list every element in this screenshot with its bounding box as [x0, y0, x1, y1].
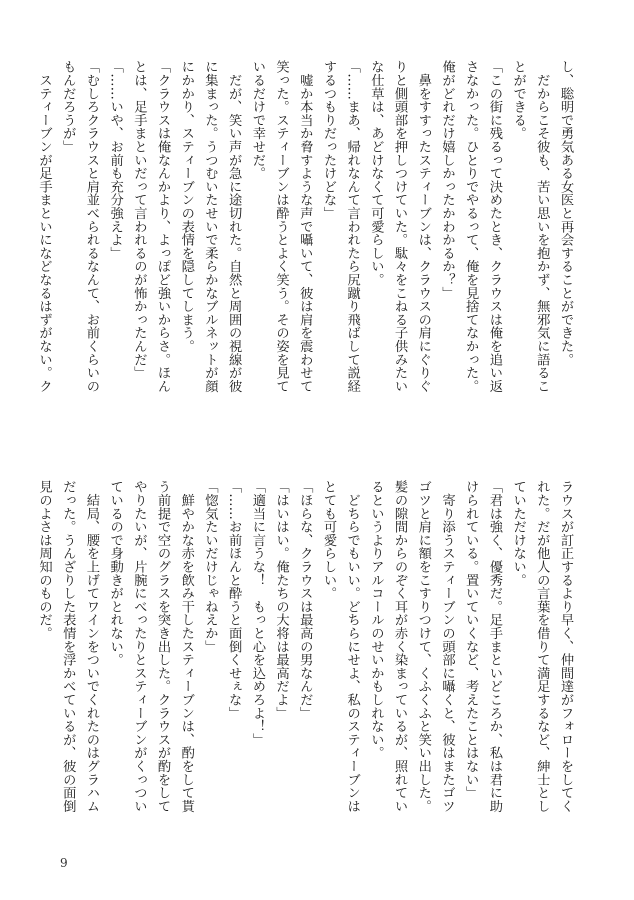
text-column: 「……いや、お前も充分強えよ」 — [107, 60, 123, 260]
text-column: やりたいが、片腕にべったりとスティーブンがくっつい — [131, 480, 147, 813]
text-column: りと側頭部を押しつけていた。駄々をこねる子供みたい — [392, 60, 408, 393]
text-column: るというよりアルコールのせいかもしれない。 — [368, 480, 384, 760]
text-column: ラウスが訂正するより早く、仲間達がフォローをしてく — [558, 480, 573, 813]
text-column: とができる。 — [510, 60, 526, 140]
text-column: 結局、腰を上げてワインをついでくれたのはグラハム — [83, 480, 99, 813]
text-column: 「……お前ほんと酔うと面倒くせぇな」 — [226, 480, 242, 720]
text-column: 髪の隙間からのぞく耳が赤く染まっているが、照れてい — [392, 480, 408, 813]
text-column: 「適当に言うな！ もっと心を込めろよ！」 — [249, 480, 265, 746]
text-column: とは、足手まといだって言われるのが怖かったんだ」 — [131, 60, 147, 380]
text-column: う前提で空のグラスを突き出した。クラウスが酌をして — [155, 480, 171, 813]
text-column: だった。うんざりした表情を浮かべているが、彼の面倒 — [60, 480, 76, 813]
text-column: さなかった。ひとりでやるって、俺を見捨てなかった。 — [463, 60, 479, 393]
text-column: とても可愛らしい。 — [320, 480, 336, 600]
text-column: 「……まあ、帰れなんて言われたら尻蹴り飛ばして説経 — [344, 60, 360, 393]
text-column: スティーブンが足手まといになどなるはずがない。ク — [36, 60, 52, 393]
text-column: に集まった。うつむいたせいで柔らかなブルネットが顔 — [202, 60, 218, 393]
text-column: 「はいはい。俺たちの大将は最高だよ」 — [273, 480, 289, 720]
lower-text-block — [36, 480, 577, 868]
text-column: 「この街に残るって決めたとき、クラウスは俺を追い返 — [486, 60, 502, 393]
text-column: 見のよさは周知のものだ。 — [36, 480, 52, 640]
text-column: だが、笑い声が急に途切れた。自然と周囲の視線が彼 — [226, 60, 242, 393]
text-column: 「ほらな、クラウスは最高の男なんだ」 — [297, 480, 313, 720]
text-column: けられている。置いていくなど、考えたことはない」 — [463, 480, 479, 800]
text-column: 笑った。スティーブンは酔うとよく笑う。その姿を見て — [273, 60, 289, 393]
page-number: 9 — [60, 856, 68, 870]
text-column: 鮮やかな赤を飲み干したスティーブンは、酌をして貰 — [178, 480, 194, 813]
text-column: ていただけない。 — [510, 480, 526, 587]
text-column: どちらでもいい。どちらにせよ、私のスティーブンは — [344, 480, 360, 813]
text-column: 俺がどれだけ嬉しかったかわかるか？」 — [439, 60, 455, 300]
text-column: いるだけで幸せだ。 — [249, 60, 265, 180]
text-column: にかかり、スティーブンの表情を隠してしまう。 — [178, 60, 194, 353]
text-column: だからこそ彼も、苦い思いを抱かず、無邪気に語るこ — [534, 60, 550, 393]
text-column: 寄り添うスティーブンの頭部に囁くと、彼はまたゴツ — [439, 480, 455, 813]
upper-text-block — [36, 60, 577, 448]
text-column: し、聡明で勇気ある女医と再会することができた。 — [558, 60, 573, 366]
text-column: もんだろうが」 — [60, 60, 76, 154]
text-column: ているので身動きがとれない。 — [107, 480, 123, 667]
text-column: 嘘か本当か脅すような声で囁いて、彼は肩を震わせて — [297, 60, 313, 393]
text-column: れた。だが他人の言葉を借りて満足するなど、紳士とし — [534, 480, 550, 813]
text-column: 鼻をすすったスティーブンは、クラウスの肩にぐりぐ — [415, 60, 431, 393]
text-column: するつもりだったけどな」 — [320, 60, 336, 220]
text-column: 「惚気たいだけじゃねえか」 — [202, 480, 218, 653]
text-column: ゴツと肩に額をこすりつけて、くふくふと笑い出した。 — [415, 480, 431, 813]
text-column: 「クラウスは俺なんかより、よっぽど強いからさ。ほん — [155, 60, 171, 393]
text-column: 「むしろクラウスと肩並べられるなんて、お前くらいの — [83, 60, 99, 393]
text-column: な仕草は、あどけなくて可愛らしい。 — [368, 60, 384, 287]
text-column: 「君は強く、優秀だ。足手まといどころか、私は君に助 — [486, 480, 502, 813]
